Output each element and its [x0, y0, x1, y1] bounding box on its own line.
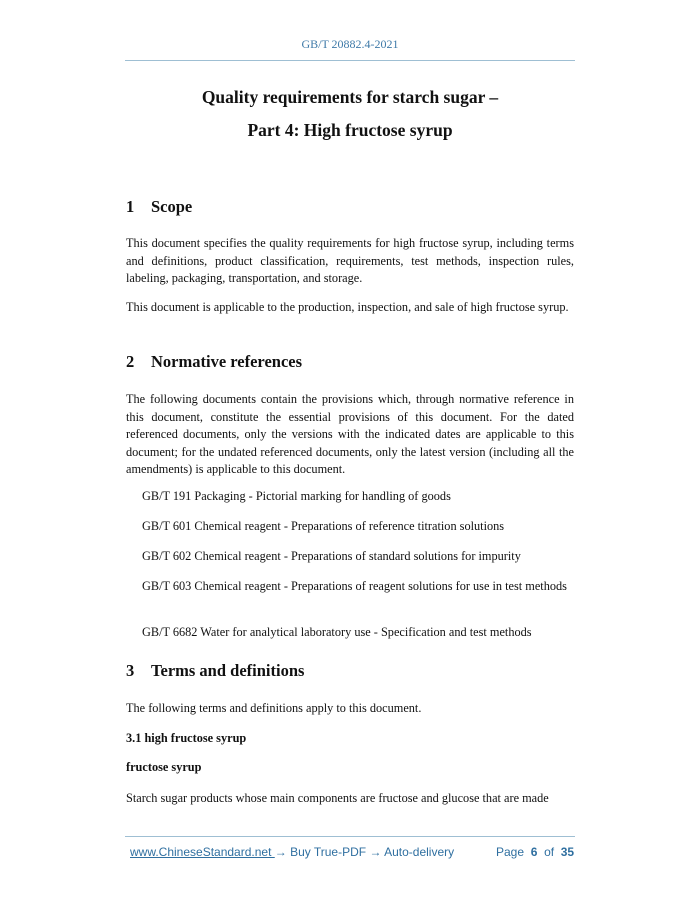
section-number: 2	[126, 352, 135, 371]
section-heading-terms	[126, 661, 304, 681]
normative-paragraph: The following documents contain the provisions which, through normative reference in this document, constitute the essential provisions of this document. For the dated referenced documents, only the versions with the indicated dates are applicable to this document; for the undated referenced documents, only the latest version (including all the amendments) is applicable to this document.	[126, 392, 574, 476]
footer-promo	[130, 845, 454, 859]
website-link[interactable]: www.ChineseStandard.net	[130, 845, 275, 859]
section-number: 1	[126, 197, 135, 216]
reference-item: GB/T 602 Chemical reagent - Preparations of standard solutions for impurity	[142, 549, 521, 563]
term-heading: 3.1 high fructose syrup	[126, 731, 247, 745]
section-title: Scope	[151, 197, 193, 216]
header-rule	[125, 60, 575, 61]
reference-item: GB/T 603 Chemical reagent - Preparations of reagent solutions for use in test methods	[142, 579, 567, 593]
scope-paragraph-2: This document is applicable to the production, inspection, and sale of high fructose syrup.	[126, 300, 569, 314]
page-label: Page	[496, 845, 525, 859]
of-label: of	[544, 845, 555, 859]
section-title: Terms and definitions	[151, 661, 305, 680]
section-number: 3	[126, 661, 135, 680]
section-heading-normative	[126, 352, 302, 372]
section-heading-scope	[126, 197, 192, 217]
promo-text: → Buy True-PDF → Auto-delivery	[274, 845, 455, 859]
terms-paragraph: The following terms and definitions apply to this document.	[126, 701, 422, 715]
reference-item: GB/T 6682 Water for analytical laboratory use - Specification and test methods	[142, 625, 532, 639]
term-synonym: fructose syrup	[126, 760, 202, 774]
page-indicator	[496, 845, 574, 859]
footer-rule	[125, 836, 575, 837]
term-definition: Starch sugar products whose main components are fructose and glucose that are made	[126, 791, 549, 805]
title-line2: Part 4: High fructose syrup	[247, 120, 453, 140]
reference-item: GB/T 191 Packaging - Pictorial marking for handling of goods	[142, 489, 451, 503]
title-line1: Quality requirements for starch sugar –	[201, 87, 499, 107]
page-number: 6	[530, 845, 538, 859]
scope-paragraph-1: This document specifies the quality requirements for high fructose syrup, including terms and definitions, product classification, requirements, test methods, inspection rules, labeling, packaging, transportation, and storage.	[126, 236, 574, 285]
reference-item: GB/T 601 Chemical reagent - Preparations of reference titration solutions	[142, 519, 505, 533]
total-pages: 35	[560, 845, 575, 859]
section-title: Normative references	[151, 352, 303, 371]
doc-number-header: GB/T 20882.4-2021	[301, 37, 399, 51]
